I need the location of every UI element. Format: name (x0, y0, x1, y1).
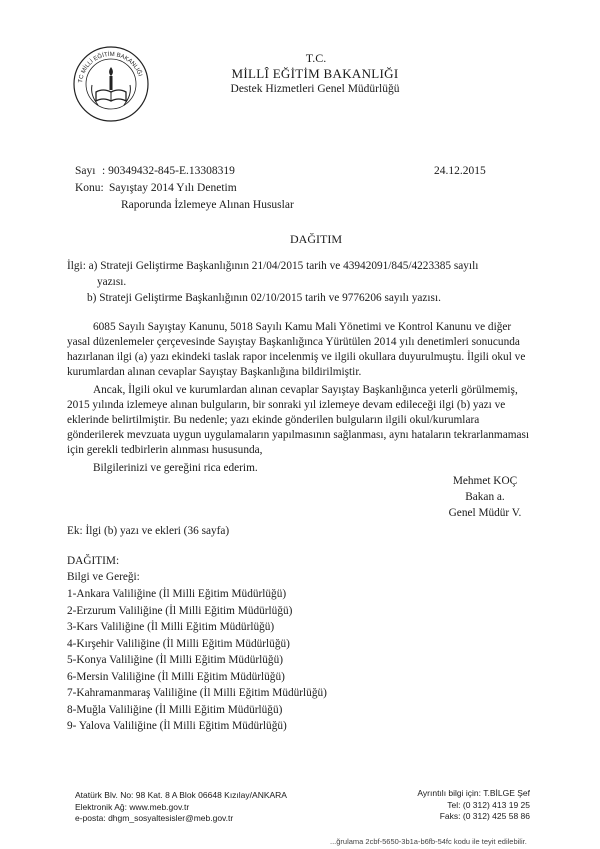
signer-name: Mehmet KOÇ (452, 475, 518, 487)
list-item: 3-Kars Valiliğine (İl Milli Eğitim Müdürlüğü) (67, 621, 275, 633)
footer-contact: Ayrıntılı bilgi için: T.BİLGE Şef (417, 788, 530, 798)
dagitim-subheading: Bilgi ve Gereği: (67, 571, 140, 583)
list-item: 9- Yalova Valiliğine (İl Milli Eğitim Müdürlüğü) (67, 720, 287, 732)
paragraph-2-line-1: Ancak, İlgili okul ve kurumlardan alınan cevaplar Sayıştay Başkanlığınca yeterli görülmemiş, (93, 384, 518, 396)
ilgi-a-line-1: İlgi: a) Strateji Geliştirme Başkanlığının 21/04/2015 tarih ve 43942091/845/4223385 sayılı (67, 260, 479, 272)
paragraph-2-line-3: eklerinde belirtilmiştir. Bu nedenle; yazı ekinde gönderilen bulguların ilgili okul/kurumlara (67, 414, 480, 426)
konu-line-1: Sayıştay 2014 Yılı Denetim (109, 182, 237, 194)
list-item: 6-Mersin Valiliğine (İl Milli Eğitim Müdürlüğü) (67, 670, 285, 683)
distribution-heading: DAĞITIM (290, 232, 342, 246)
footer-fax: Faks: (0 312) 425 58 86 (439, 811, 530, 821)
header-tc: T.C. (305, 51, 327, 65)
footer-email: e-posta: dhgm_sosyaltesisler@meb.gov.tr (75, 813, 234, 823)
paragraph-1-line-4: kurumlardan alınan cevaplar Sayıştay Başkanlığına bildirilmiştir. (67, 366, 362, 378)
verification-code: ...ğrulama 2cbf-5650-3b1a-b6fb-54fc kodu ile teyit edilebilir. (330, 837, 527, 846)
signer-title-2: Genel Müdür V. (448, 507, 522, 519)
header-directorate: Destek Hizmetleri Genel Müdürlüğü (230, 83, 400, 95)
list-item: 2-Erzurum Valiliğine (İl Milli Eğitim Müdürlüğü) (67, 604, 293, 617)
header-ministry: MİLLÎ EĞİTİM BAKANLIĞI (231, 66, 399, 81)
sayi-value: : 90349432-845-E.13308319 (102, 165, 235, 177)
document-date: 24.12.2015 (434, 165, 486, 177)
list-item: 7-Kahramanmaraş Valiliğine (İl Milli Eğitim Müdürlüğü) (67, 687, 327, 699)
footer-right (370, 788, 530, 823)
ministry-seal-logo (72, 45, 150, 123)
list-item: 1-Ankara Valiliğine (İl Milli Eğitim Müdürlüğü) (67, 588, 287, 600)
paragraph-1-line-2: yasal düzenlemeler çerçevesinde Sayıştay Başkanlığınca Yürütülen 2014 yılı denetimleri sonucunda (67, 336, 520, 348)
konu-line-2: Raporunda İzlemeye Alınan Hususlar (121, 199, 294, 211)
distribution-list (67, 586, 327, 735)
ilgi-a-line-2: yazısı. (97, 276, 127, 288)
footer-tel: Tel: (0 312) 413 19 25 (447, 799, 530, 810)
paragraph-2-line-5: için gerekli tedbirlerin alınması hususunda, (67, 444, 263, 456)
signer-title-1: Bakan a. (465, 491, 505, 503)
svg-text:TC MİLLİ EĞİTİM BAKANLIĞI: TC MİLLİ EĞİTİM BAKANLIĞI (78, 51, 143, 84)
list-item: 8-Muğla Valiliğine (İl Milli Eğitim Müdürlüğü) (67, 703, 283, 716)
footer-web: Elektronik Ağ: www.meb.gov.tr (75, 801, 190, 812)
list-item: 5-Konya Valiliğine (İl Milli Eğitim Müdürlüğü) (67, 654, 283, 666)
paragraph-2-line-2: 2015 yılında izlemeye alınan bulguların, bir sonraki yıl izlemeye devam edileceği ilgi (b) yazı ve (67, 399, 506, 411)
paragraph-3: Bilgilerinizi ve gereğini rica ederim. (93, 462, 258, 474)
paragraph-1-line-3: hazırlanan ilgi (a) yazı ekindeki taslak rapor incelenmiş ve ilgili okullara duyurulmuştu. İlgili okul ve (67, 351, 526, 363)
paragraph-2-line-4: gönderilerek mevzuata uygun uygulamaların yapılmasının sağlanması, aynı hataların tekrarlanmaması (67, 429, 530, 441)
paragraph-1-line-1: 6085 Sayılı Sayıştay Kanunu, 5018 Sayılı Kamu Mali Yönetimi ve Kontrol Kanunu ve diğer (93, 321, 512, 333)
dagitim-heading: DAĞITIM: (67, 555, 120, 567)
konu-label: Konu: (75, 182, 104, 194)
footer-left (75, 790, 335, 825)
footer-address: Atatürk Blv. No: 98 Kat. 8 A Blok 06648 Kızılay/ANKARA (75, 790, 287, 800)
ilgi-b-line: b) Strateji Geliştirme Başkanlığının 02/10/2015 tarih ve 9776206 sayılı yazısı. (87, 292, 441, 304)
list-item: 4-Kırşehir Valiliğine (İl Milli Eğitim Müdürlüğü) (67, 637, 290, 650)
attachment-note: Ek: İlgi (b) yazı ve ekleri (36 sayfa) (67, 525, 230, 537)
sayi-label: Sayı (75, 165, 96, 177)
